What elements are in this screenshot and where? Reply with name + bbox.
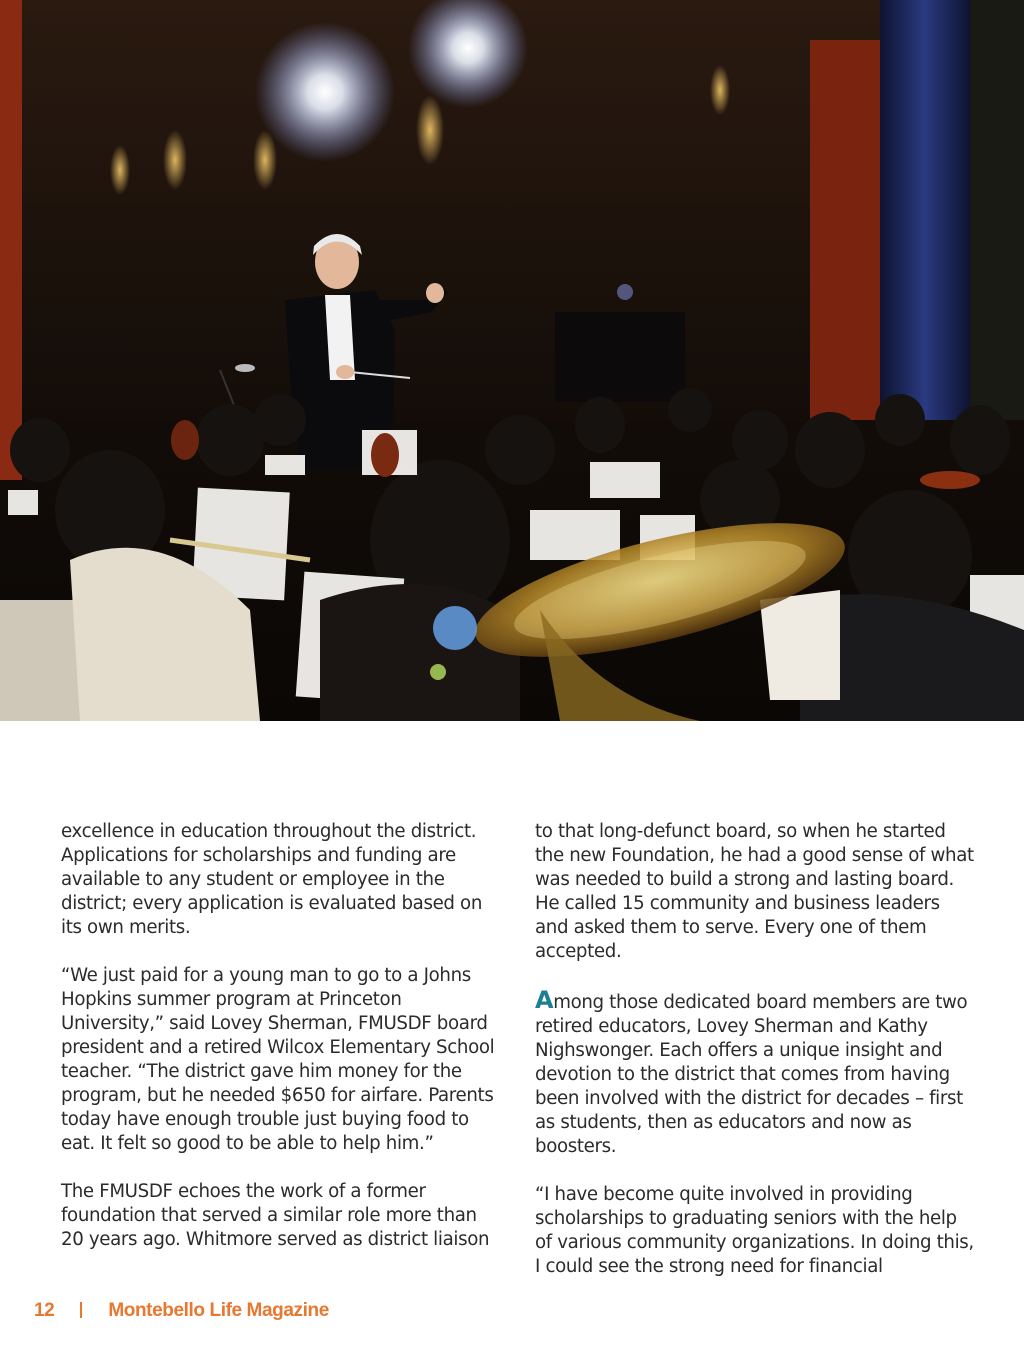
publication-name: Montebello Life Magazine xyxy=(108,1300,329,1321)
paragraph: excellence in education throughout the district. Applications for scholarships and funding are available to any student or employee in the district; every application is evaluated based on its own merits. xyxy=(61,821,483,938)
paragraph-text: mong those dedicated board members are two retired educators, Lovey Sherman and Kathy Nighswonger. Each offers a unique insight and devotion to the district that comes from having been involved with the district for decades – first as students, then as educators and now as boosters. xyxy=(535,992,968,1157)
page-footer xyxy=(34,1300,329,1322)
drop-cap: A xyxy=(535,986,554,1014)
paragraph-with-dropcap xyxy=(535,988,975,1159)
paragraph: “We just paid for a young man to go to a Johns Hopkins summer program at Princeton University,” said Lovey Sherman, FMUSDF board president and a retired Wilcox Elementary School teacher. “The district gave him money for the program, but he needed $650 for airfare. Parents today have enough trouble just buying food to eat. It felt so good to be able to help him.” xyxy=(61,965,495,1154)
article-column-right xyxy=(535,820,975,1279)
paragraph: The FMUSDF echoes the work of a former foundation that served a similar role more than 20 years ago. Whitmore served as district liaison xyxy=(61,1181,490,1250)
paragraph: to that long-defunct board, so when he started the new Foundation, he had a good sense of what was needed to build a strong and lasting board. He called 15 community and business leaders and asked them to serve. Every one of them accepted. xyxy=(535,821,974,962)
article-column-left xyxy=(61,820,501,1252)
paragraph: “I have become quite involved in providing scholarships to graduating seniors with the help of various community organizations. In doing this, I could see the strong need for financial xyxy=(535,1184,974,1277)
page-number: 12 xyxy=(34,1300,55,1321)
footer-divider xyxy=(80,1302,82,1318)
